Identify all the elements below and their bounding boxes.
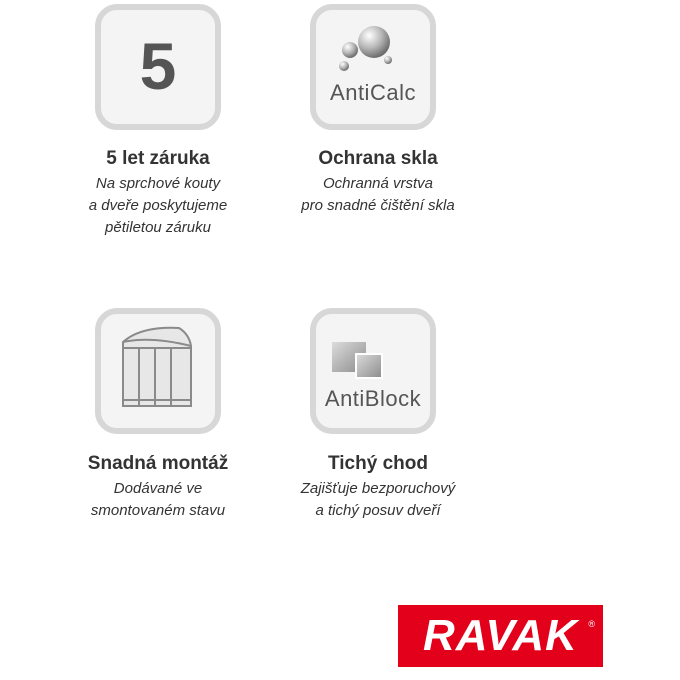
antiblock-icon-box	[310, 308, 436, 434]
ravak-logo	[398, 605, 603, 667]
ravak-logo-text: RAVAK	[423, 611, 578, 660]
antiblock-label: AntiBlock	[324, 386, 422, 411]
feature-description: Na sprchové kouty a dveře poskytujeme pětiletou záruku	[88, 175, 228, 236]
feature-description: Zajišťuje bezporuchový a tichý posuv dveří	[300, 480, 456, 519]
feature-description: Ochranná vrstva pro snadné čištění skla	[301, 175, 455, 214]
five-years-icon: 5	[139, 29, 177, 103]
feature-title: Snadná montáž	[87, 453, 229, 474]
anticalc-label: AntiCalc	[330, 80, 416, 105]
feature-title: Tichý chod	[328, 453, 428, 474]
feature-title: 5 let záruka	[106, 148, 210, 169]
registered-mark: ®	[588, 619, 595, 629]
warranty-icon-box	[95, 4, 221, 130]
feature-title: Ochrana skla	[318, 148, 438, 169]
shower-enclosure-icon	[101, 314, 215, 428]
anticalc-icon-box	[310, 4, 436, 130]
feature-description: Dodávané ve smontovaném stavu	[90, 480, 226, 519]
enclosure-icon-box	[95, 308, 221, 434]
anticalc-droplets-icon	[316, 14, 430, 74]
